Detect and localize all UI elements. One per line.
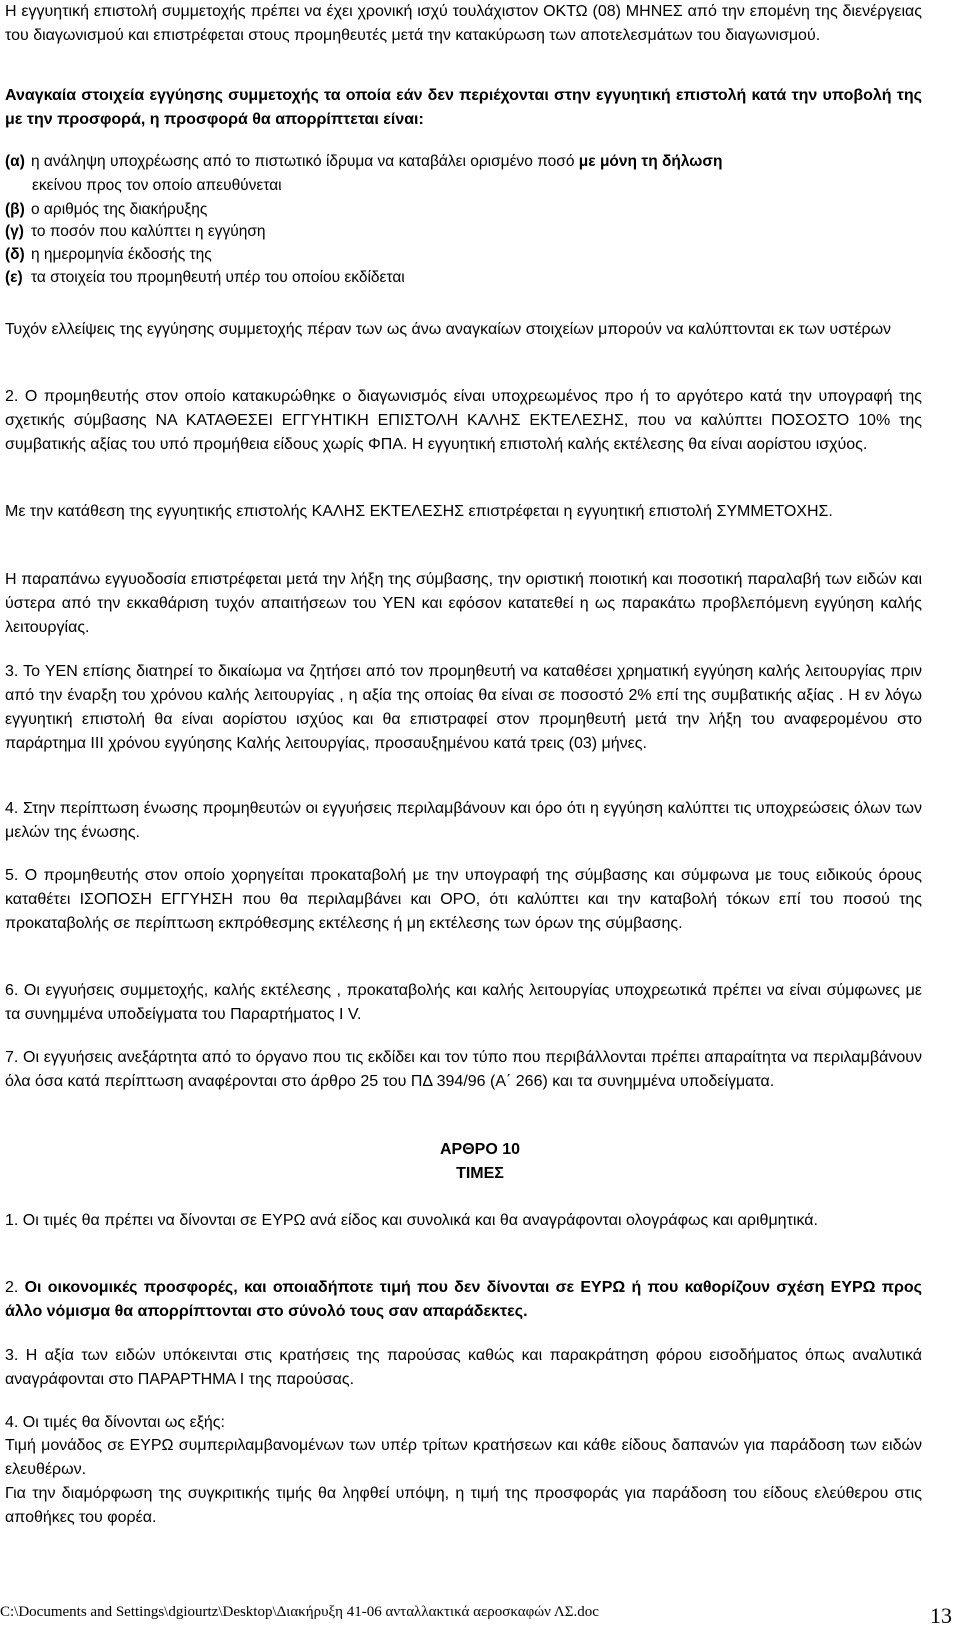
intro-paragraph: Η εγγυητική επιστολή συμμετοχής πρέπει να έχει χρονική ισχύ τουλάχιστον ΟΚΤΩ (08) ΜΗΝΕΣ από την επομένη της διενέργειας του διαγωνισμού και επιστρέφεται στους προμηθευτές μετά την κατακύρωση των αποτελεσμάτων του διαγωνισμού.: [5, 3, 922, 44]
paragraph-3: 3. Το ΥΕΝ επίσης διατηρεί το δικαίωμα να ζητήσει από τον προμηθευτή να καταθέσει χρηματική εγγύηση καλής λειτουργίας πριν από την έναρξη του χρόνου καλής λειτουργίας , η αξία της οποίας θα είναι σε ποσοστό 2% επί της συμβατικής αξίας . Η εν λόγω εγγυητική επιστολή θα είναι αορίστου ισχύος και θα επιστραφεί στον προμηθευτή μετά την λήξη του αναφερομένου στο παράρτημα ΙΙΙ χρόνου εγγύησης Καλής λειτουργίας, προσαυξημένου κατά τρεις (03) μήνες.: [5, 663, 922, 752]
list-mark: (β): [5, 201, 25, 218]
list-item-a-continuation: εκείνου προς τον οποίο απευθύνεται: [32, 177, 282, 194]
list-mark: (ε): [5, 269, 23, 286]
list-item-b: [5, 198, 922, 222]
footer-file-path: C:\Documents and Settings\dgiourtz\Desktop\Διακήρυξη 41-06 ανταλλακτικά αεροσκαφών ΛΣ.doc: [0, 1604, 599, 1620]
article-number: ΑΡΘΡΟ 10: [439, 1141, 521, 1158]
prices-paragraph-4b: Για την διαμόρφωση της συγκριτικής τιμής θα ληφθεί υπόψη, η τιμή της προσφοράς για παράδοση του είδους ελεύθερου στις αποθήκες του φορέα.: [5, 1485, 922, 1526]
paragraph-5: 5. Ο προμηθευτής στον οποίο χορηγείται προκαταβολή με την υπογραφή της σύμβασης και σύμφωνα με τους ειδικούς όρους καταθέτει ΙΣΟΠΟΣΗ ΕΓΓΥΗΣΗ που θα περιλαμβάνει και ΟΡΟ, ότι καλύπτει και την καταβολή τόκων επί του ποσού της προκαταβολής σε περίπτωση εκπρόθεσμης εκτέλεσης ή μη εκτέλεσης των όρων της σύμβασης.: [5, 867, 922, 932]
prices-paragraph-3: 3. Η αξία των ειδών υπόκεινται στις κρατήσεις της παρούσας καθώς και παρακράτηση φόρου εισοδήματος όπως αναλυτικά αναγράφονται στο ΠΑΡΑΡΤΗΜΑ Ι της παρούσας.: [5, 1347, 922, 1388]
list-text: τα στοιχεία του προμηθευτή υπέρ του οποίου εκδίδεται: [31, 269, 405, 286]
list-text: ο αριθμός της διακήρυξης: [31, 201, 208, 218]
list-item-a: [5, 150, 922, 174]
list-item-d: [5, 243, 922, 267]
list-mark: (δ): [5, 246, 25, 263]
paragraph-2: 2. Ο προμηθευτής στον οποίο κατακυρώθηκε ο διαγωνισμός είναι υποχρεωμένος προ ή το αργότερο κατά την υπογραφή της σχετικής σύμβασης ΝΑ ΚΑΤΑΘΕΣΕΙ ΕΓΓΥΗΤΙΚΗ ΕΠΙΣΤΟΛΗ ΚΑΛΗΣ ΕΚΤΕΛΕΣΗΣ, που να καλύπτει ΠΟΣΟΣΤΟ 10% της συμβατικής αξίας του υπό προμήθεια είδους χωρίς ΦΠΑ. Η εγγυητική επιστολή καλής εκτέλεσης θα είναι αορίστου ισχύος.: [5, 388, 922, 453]
list-mark: (γ): [5, 223, 24, 240]
prices-paragraph-4a: Τιμή μονάδος σε ΕΥΡΩ συμπεριλαμβανομένων των υπέρ τρίτων κρατήσεων και κάθε είδους δαπανών για παράδοση των ειδών ελευθέρων.: [5, 1437, 922, 1478]
prices-paragraph-1: 1. Οι τιμές θα πρέπει να δίνονται σε ΕΥΡΩ ανά είδος και συνολικά και θα αναγράφονται ολογράφως και αριθμητικά.: [5, 1212, 818, 1229]
prices-paragraph-2: [5, 1276, 922, 1324]
list-item-c: [5, 220, 922, 244]
paragraph-2c: Η παραπάνω εγγυοδοσία επιστρέφεται μετά την λήξη της σύμβασης, την οριστική ποιοτική και ποσοτική παραλαβή των ειδών και ύστερα από την εκκαθάριση τυχόν απαιτήσεων του ΥΕΝ και εφόσον κατατεθεί η ως παρακάτω προβλεπόμενη εγγύηση καλής λειτουργίας.: [5, 571, 922, 636]
list-text: η ημερομηνία έκδοσής της: [31, 246, 212, 263]
article-title: ΤΙΜΕΣ: [456, 1165, 504, 1182]
omissions-paragraph: Τυχόν ελλείψεις της εγγύησης συμμετοχής πέραν των ως άνω αναγκαίων στοιχείων μπορούν να καλύπτονται εκ των υστέρων: [5, 321, 892, 338]
prices-paragraph-2-bold: Οι οικονομικές προσφορές, και οποιαδήποτε τιμή που δεν δίνονται σε ΕΥΡΩ ή που καθορίζουν σχέση ΕΥΡΩ προς άλλο νόμισμα θα απορρίπτονται στο σύνολό τους σαν απαράδεκτες.: [5, 1279, 922, 1320]
paragraph-4: 4. Στην περίπτωση ένωσης προμηθευτών οι εγγυήσεις περιλαμβάνουν και όρο ότι η εγγύηση καλύπτει τις υποχρεώσεις όλων των μελών της ένωσης.: [5, 800, 922, 841]
prices-paragraph-2-number: 2.: [5, 1279, 25, 1296]
paragraph-2b: Με την κατάθεση της εγγυητικής επιστολής ΚΑΛΗΣ ΕΚΤΕΛΕΣΗΣ επιστρέφεται η εγγυητική επιστολή ΣΥΜΜΕΤΟΧΗΣ.: [5, 503, 833, 520]
list-item-e: [5, 266, 922, 290]
participation-heading: Αναγκαία στοιχεία εγγύησης συμμετοχής τα οποία εάν δεν περιέχονται στην εγγυητική επιστολή κατά την υποβολή της με την προσφορά, η προσφορά θα απορρίπτεται είναι:: [5, 87, 922, 128]
list-mark: (α): [5, 153, 25, 170]
prices-paragraph-4-heading: 4. Οι τιμές θα δίνονται ως εξής:: [5, 1414, 225, 1431]
list-text: η ανάληψη υποχρέωσης από το πιστωτικό ίδρυμα να καταβάλει ορισμένο ποσό: [31, 153, 579, 170]
paragraph-7: 7. Οι εγγυήσεις ανεξάρτητα από το όργανο που τις εκδίδει και τον τύπο που περιβάλλονται πρέπει απαραίτητα να περιλαμβάνουν όλα όσα κατά περίπτωση αναφέρονται στο άρθρο 25 του ΠΔ 394/96 (Α΄ 266) και τα συνημμένα υποδείγματα.: [5, 1049, 922, 1090]
list-text-bold: με μόνη τη δήλωση: [578, 153, 723, 170]
paragraph-6: 6. Οι εγγυήσεις συμμετοχής, καλής εκτέλεσης , προκαταβολής και καλής λειτουργίας υποχρεωτικά πρέπει να είναι σύμφωνες με τα συνημμένα υποδείγματα του Παραρτήματος Ι V.: [5, 982, 922, 1023]
page-number: 13: [930, 1603, 952, 1628]
list-text: το ποσόν που καλύπτει η εγγύηση: [31, 223, 266, 240]
